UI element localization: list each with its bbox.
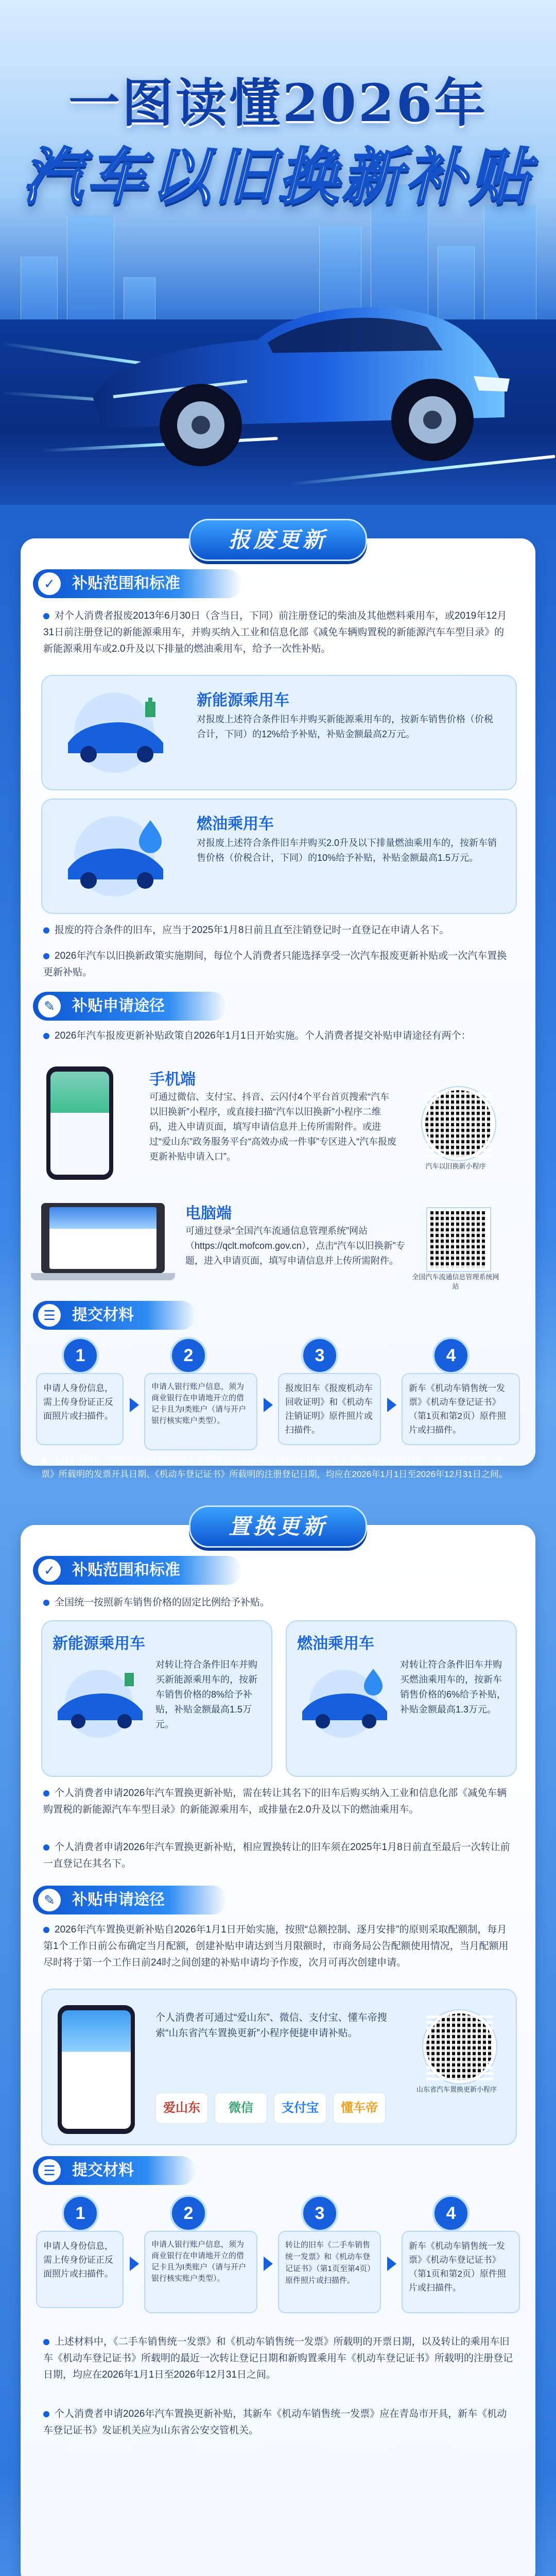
- replace-note-2: [43, 1839, 513, 1872]
- paragraph-text: 2026年汽车以旧换新政策实施期间，每位个人消费者只能选择享受一次汽车报废更新补贴或一次汽车置换更新补贴。: [43, 951, 507, 978]
- bullet-icon: [41, 1458, 47, 1464]
- heading-label: 提交材料: [72, 1307, 134, 1324]
- checkmark-icon: ✓: [38, 1559, 61, 1582]
- step-box: 报废旧车《报废机动车回收证明》和《机动车注销证明》原件照片或扫描件。: [278, 1373, 381, 1445]
- fuel-car-icon: [292, 1663, 395, 1740]
- heading-label: 补贴申请途径: [72, 1891, 165, 1908]
- step-box: 申请人身份信息，需上传身份证正反面照片或扫描件。: [36, 1373, 124, 1445]
- step-number: 4: [432, 1337, 470, 1374]
- step-number: 3: [301, 1337, 338, 1374]
- hero-banner: [0, 0, 556, 505]
- replace-scope-intro: [43, 1595, 513, 1611]
- step-box: 新车《机动车销售统一发票》《机动车登记证书》（第1页和第2页）原件照片或扫描件。: [402, 2231, 520, 2313]
- card-text: 对报废上述符合条件旧车并购买2.0升及以下排量燃油乘用车的，按新车销售价格（价税合计，下同）的10%给予补贴，补贴金额最高1.5万元。: [197, 838, 497, 863]
- replace-note-1: [43, 1785, 513, 1818]
- bullet-icon: [43, 2411, 49, 2417]
- step-box: 申请人身份信息，需上传身份证正反面照片或扫描件。: [36, 2231, 124, 2308]
- section-ribbon: 报废更新: [189, 519, 367, 561]
- apply-text: 个人消费者可通过“爱山东”、微信、支付宝、懂车帝搜索“山东省汽车置换更新”小程序便捷申请补贴。: [155, 2012, 387, 2039]
- step-box: 转让的旧车《二手车销售统一发票》和《机动车登记证书》（第1页至第4页）原件照片或扫描件。: [278, 2231, 381, 2313]
- pc-text: 可通过登录“全国汽车流通信息管理系统”网站（https://qclt.mofcom.gov.cn），点击“汽车以旧换新”专题，进入申请页面，填写申请信息并上传所需附件。: [185, 1226, 405, 1266]
- electric-car-icon: [47, 1663, 150, 1740]
- laptop-illustration: [41, 1203, 165, 1280]
- replace-scope-heading: [33, 1556, 242, 1585]
- bullet-icon: [43, 613, 49, 619]
- card-text: 对报废上述符合条件旧车并购买新能源乘用车的，按新车销售价格（价税合计，下同）的12%给予补贴，补贴金额最高2万元。: [197, 714, 493, 739]
- replace-materials-note-2: [43, 2406, 513, 2439]
- replace-materials-note-1: [43, 2334, 513, 2383]
- website-qr[interactable]: [427, 1208, 490, 1271]
- mini-program-qr[interactable]: [423, 2010, 496, 2083]
- clipboard-icon: ☰: [38, 1304, 61, 1327]
- section-ribbon: 置换更新: [189, 1505, 367, 1548]
- clipboard-icon: ☰: [38, 2159, 61, 2182]
- qr-caption: 山东省汽车置换更新小程序: [416, 2086, 497, 2093]
- scrap-fuel-card: [41, 799, 517, 914]
- arrow-right-icon: [264, 1398, 273, 1412]
- heading-label: 补贴申请途径: [72, 997, 165, 1014]
- heading-label: 补贴范围和标准: [72, 1562, 180, 1579]
- bullet-icon: [43, 953, 49, 959]
- scrap-scope-heading: [33, 569, 242, 598]
- aishandong-logo[interactable]: 爱山东: [155, 2093, 208, 2124]
- step-number: 2: [170, 2195, 207, 2232]
- step-box: 申请人银行账户信息，须为商业银行在申请地开立的借记卡且为I类账户（请与开户银行核实账户类型）。: [144, 1373, 257, 1450]
- replace-fuel-card: [286, 1620, 517, 1777]
- arrow-right-icon: [130, 2257, 139, 2271]
- qr-caption: 汽车以旧换新小程序: [425, 1162, 486, 1170]
- arrow-right-icon: [264, 2257, 273, 2271]
- replace-section: [21, 1514, 535, 2576]
- bullet-icon: [43, 1033, 49, 1039]
- mini-program-qr[interactable]: [422, 1087, 495, 1160]
- step-box: 新车《机动车销售统一发票》《机动车登记证书》（第1页和第2页）原件照片或扫描件。: [402, 1373, 520, 1445]
- card-title: 新能源乘用车: [53, 1635, 145, 1652]
- phone-illustration: [46, 1066, 113, 1180]
- scrap-section: [21, 528, 535, 1466]
- scrap-note-2: [43, 948, 513, 981]
- bullet-icon: [43, 1600, 49, 1606]
- bullet-icon: [43, 1790, 49, 1797]
- wechat-logo[interactable]: 微信: [215, 2093, 267, 2124]
- car-illustration: [31, 242, 525, 479]
- bullet-icon: [43, 927, 49, 934]
- paragraph-text: 上述材料中，《二手车销售统一发票》和《机动车销售统一发票》所载明的开票日期，以及转让的乘用车旧车《机动车登记证书》所载明的最近一次转让登记日期和新购置乘用车《机动车登记证书》所载明的注册登记日期，均应在2026年1月1日至2026年12月31日之间。: [43, 2336, 513, 2380]
- paragraph-text: 全国统一按照新车销售价格的固定比例给予补贴。: [55, 1597, 270, 1608]
- heading-label: 补贴范围和标准: [72, 575, 180, 592]
- phone-illustration: [58, 2005, 135, 2134]
- step-number: 1: [62, 2195, 99, 2232]
- electric-car-icon: [53, 691, 176, 774]
- bullet-icon: [43, 1844, 49, 1851]
- paragraph-text: 对个人消费者报废2013年6月30日（含当日，下同）前注册登记的柴油及其他燃料乘用车，或2019年12月31日前注册登记的新能源乘用车，并购买纳入工业和信息化部《减免车辆购置税的新能源汽车车型目录》的新能源乘用车或2.0升及以下排量的燃油乘用车，给予一次性补贴。: [43, 611, 507, 654]
- paragraph-text: 个人消费者申请2026年汽车置换更新补贴，其新车《机动车销售统一发票》应在青岛市开具，新车《机动车登记证书》发证机关应为山东省公安交管机关。: [43, 2409, 507, 2436]
- checkmark-icon: ✓: [38, 572, 61, 595]
- arrow-right-icon: [130, 1398, 139, 1412]
- step-number: 3: [301, 2195, 338, 2232]
- page-title-line1: 一图读懂2026年: [68, 73, 488, 133]
- heading-label: 提交材料: [72, 2162, 134, 2179]
- paragraph-text: 个人消费者申请2026年汽车置换更新补贴，相应置换转让的旧车须在2025年1月8日前直至最后一次转让前一直登记在其名下。: [43, 1842, 510, 1869]
- bullet-icon: [43, 2339, 49, 2345]
- step-number: 2: [170, 1337, 207, 1374]
- card-title: 燃油乘用车: [297, 1635, 374, 1652]
- scrap-note-1: [43, 922, 513, 939]
- step-number: 1: [62, 1337, 99, 1374]
- arrow-right-icon: [387, 2257, 396, 2271]
- scrap-nev-card: [41, 675, 517, 790]
- scrap-apply-intro: [43, 1028, 513, 1044]
- arrow-right-icon: [387, 1398, 396, 1412]
- step-box: 申请人银行账户信息，须为商业银行在申请地开立的借记卡且为I类账户（请与开户银行核实账户类型）。: [144, 2231, 257, 2313]
- replace-nev-card: [41, 1620, 272, 1777]
- paragraph-text: 上述材料中，《报废机动车回收证明》所载明的交车日期、《机动车注销证明》所载明的注销日期、《机动车销售统一发票》所载明的发票开具日期、《机动车登记证书》所载明的注册登记日期，均应在2026年1月1日至2026年12月31日之间。: [41, 1455, 508, 1479]
- step-number: 4: [432, 2195, 470, 2232]
- paragraph-text: 报废的符合条件的旧车，应当于2025年1月8日前且直至注销登记时一直登记在申请人名下。: [55, 925, 449, 936]
- card-title: 新能源乘用车: [197, 692, 289, 709]
- pc-title: 电脑端: [185, 1205, 232, 1222]
- paragraph-text: 2026年汽车报废更新补贴政策自2026年1月1日开始实施。个人消费者提交补贴申请途径有两个：: [55, 1030, 471, 1041]
- dongchedi-logo[interactable]: 懂车帝: [333, 2093, 386, 2124]
- replace-apply-heading: [33, 1886, 227, 1914]
- qr-caption: 全国汽车流通信息管理系统网站: [412, 1273, 499, 1290]
- paragraph-text: 个人消费者申请2026年汽车置换更新补贴，需在转让其名下的旧车后购买纳入工业和信息化部《减免车辆购置税的新能源汽车车型目录》的新能源乘用车，或排量在2.0升及以下的燃油乘用车。: [43, 1788, 507, 1815]
- scrap-scope-intro: [43, 608, 513, 657]
- mobile-title: 手机端: [149, 1071, 196, 1088]
- replace-materials-heading: [33, 2156, 196, 2185]
- replace-apply-card: [41, 1989, 517, 2145]
- replace-apply-intro: [43, 1922, 513, 1971]
- document-icon: ✎: [38, 1889, 61, 1911]
- scrap-materials-heading: [33, 1301, 196, 1330]
- card-title: 燃油乘用车: [197, 816, 274, 833]
- document-icon: ✎: [38, 995, 61, 1018]
- page-title-line2: 汽车以旧换新补贴: [22, 143, 533, 211]
- card-text: 对转让符合条件旧车并购买新能源乘用车的，按新车销售价格的8%给予补贴，补贴金额最高1.5万元。: [155, 1659, 257, 1730]
- paragraph-text: 2026年汽车置换更新补贴自2026年1月1日开始实施，按照“总额控制、逐月安排”的原则采取配额制，每月第1个工作日前公布确定当月配额，创建补贴申请达到当月限额时，市商务局公告配额使用情况，当月配额用尽时将于第一个工作日前24时之间创建的补贴申请均予作废，次月可再次创建申请。: [43, 1924, 509, 1968]
- card-text: 对转让符合条件旧车并购买燃油乘用车的，按新车销售价格的6%给予补贴，补贴金额最高1.3万元。: [400, 1659, 507, 1715]
- fuel-car-icon: [53, 815, 176, 897]
- scrap-materials-note: [41, 1453, 515, 1482]
- mobile-text: 可通过微信、支付宝、抖音、云闪付4个平台首页搜索“汽车以旧换新”小程序，或直接扫描“汽车以旧换新”小程序二维码，进入申请页面，填写申请信息并上传所需附件。或进过“爱山东”政务服务平台“高效办成一件事”专区进入“汽车报废更新补贴申请入口”。: [149, 1092, 396, 1162]
- scrap-apply-heading: [33, 992, 227, 1021]
- bullet-icon: [43, 1927, 49, 1933]
- alipay-logo[interactable]: 支付宝: [274, 2093, 326, 2124]
